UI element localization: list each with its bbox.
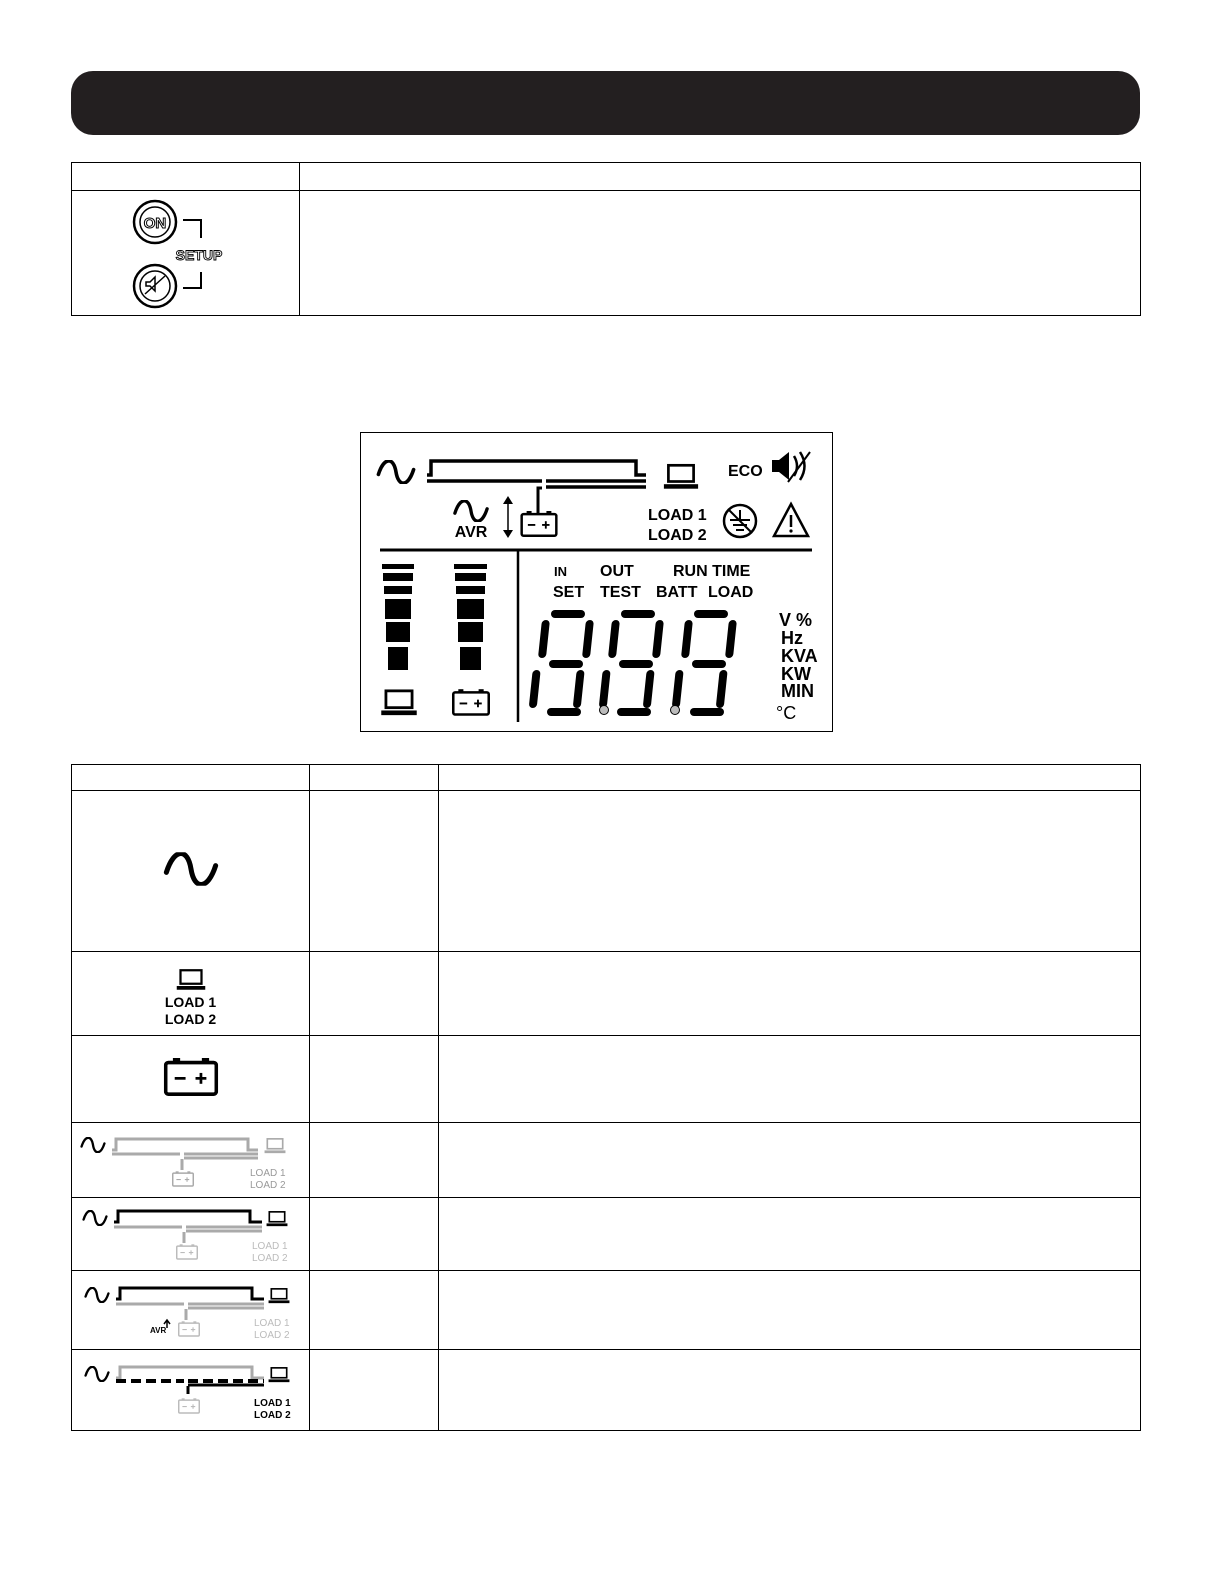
section-header-banner bbox=[71, 71, 1140, 135]
load1-text: LOAD 1 bbox=[252, 1241, 288, 1252]
load1-text: LOAD 1 bbox=[254, 1318, 290, 1329]
load1-label: LOAD 1 bbox=[648, 507, 707, 524]
avr-label: AVR bbox=[454, 524, 488, 541]
unit-min: MIN bbox=[781, 681, 814, 701]
unit-v-percent: V % bbox=[779, 610, 813, 630]
flow-diagram-icon bbox=[72, 1123, 308, 1197]
flow-diagram-icon bbox=[72, 1198, 308, 1270]
run-time-label: RUN TIME bbox=[673, 563, 751, 580]
table-header-row bbox=[72, 163, 1141, 191]
table-row bbox=[72, 191, 1141, 316]
setup-buttons-cell bbox=[72, 191, 300, 316]
setup-buttons-icon[interactable] bbox=[131, 194, 241, 312]
load2-text: LOAD 2 bbox=[252, 1253, 288, 1264]
on-button-label: ON bbox=[143, 215, 166, 232]
table-row bbox=[72, 1271, 1141, 1350]
load2-text: LOAD 2 bbox=[254, 1330, 290, 1341]
table-row bbox=[72, 1036, 1141, 1123]
load-label: LOAD bbox=[708, 584, 754, 601]
load2-text: LOAD 2 bbox=[250, 1180, 286, 1191]
setup-label: SETUP bbox=[175, 247, 222, 263]
flow-diagram-icon bbox=[72, 1271, 308, 1349]
table-row bbox=[72, 1123, 1141, 1198]
battery-bar-icon bbox=[453, 689, 488, 714]
batt-label: BATT bbox=[656, 584, 698, 601]
set-label: SET bbox=[553, 584, 585, 601]
load-output-icon bbox=[664, 465, 698, 488]
lcd-icon-table bbox=[71, 764, 1141, 1431]
table-row bbox=[72, 1198, 1141, 1271]
unit-kva: KVA bbox=[781, 646, 818, 666]
load1-text: LOAD 1 bbox=[254, 1398, 291, 1409]
table-row bbox=[72, 952, 1141, 1036]
eco-label: ECO bbox=[728, 463, 763, 480]
in-label: IN bbox=[554, 564, 567, 579]
load2-label: LOAD 2 bbox=[648, 527, 707, 544]
lcd-display-diagram bbox=[360, 432, 833, 732]
out-label: OUT bbox=[600, 563, 634, 580]
load1-text: LOAD 1 bbox=[164, 993, 217, 1010]
setup-table bbox=[71, 162, 1141, 316]
laptop-load-icon bbox=[176, 966, 206, 994]
unit-kw: KW bbox=[781, 664, 811, 684]
battery-icon bbox=[163, 1058, 219, 1096]
ac-sine-icon bbox=[163, 852, 219, 886]
table-row bbox=[72, 791, 1141, 952]
unit-celsius: °C bbox=[776, 703, 797, 723]
table-row bbox=[72, 1350, 1141, 1431]
load2-text: LOAD 2 bbox=[164, 1010, 217, 1027]
load2-text: LOAD 2 bbox=[254, 1410, 291, 1421]
load-bar-icon bbox=[381, 691, 416, 715]
flow-diagram-icon bbox=[72, 1350, 308, 1430]
load1-text: LOAD 1 bbox=[250, 1168, 286, 1179]
lcd-battery-icon bbox=[522, 511, 557, 536]
test-label: TEST bbox=[600, 584, 641, 601]
unit-hz: Hz bbox=[781, 628, 803, 648]
table-header-row bbox=[72, 765, 1141, 791]
avr-text: AVR bbox=[150, 1326, 167, 1335]
